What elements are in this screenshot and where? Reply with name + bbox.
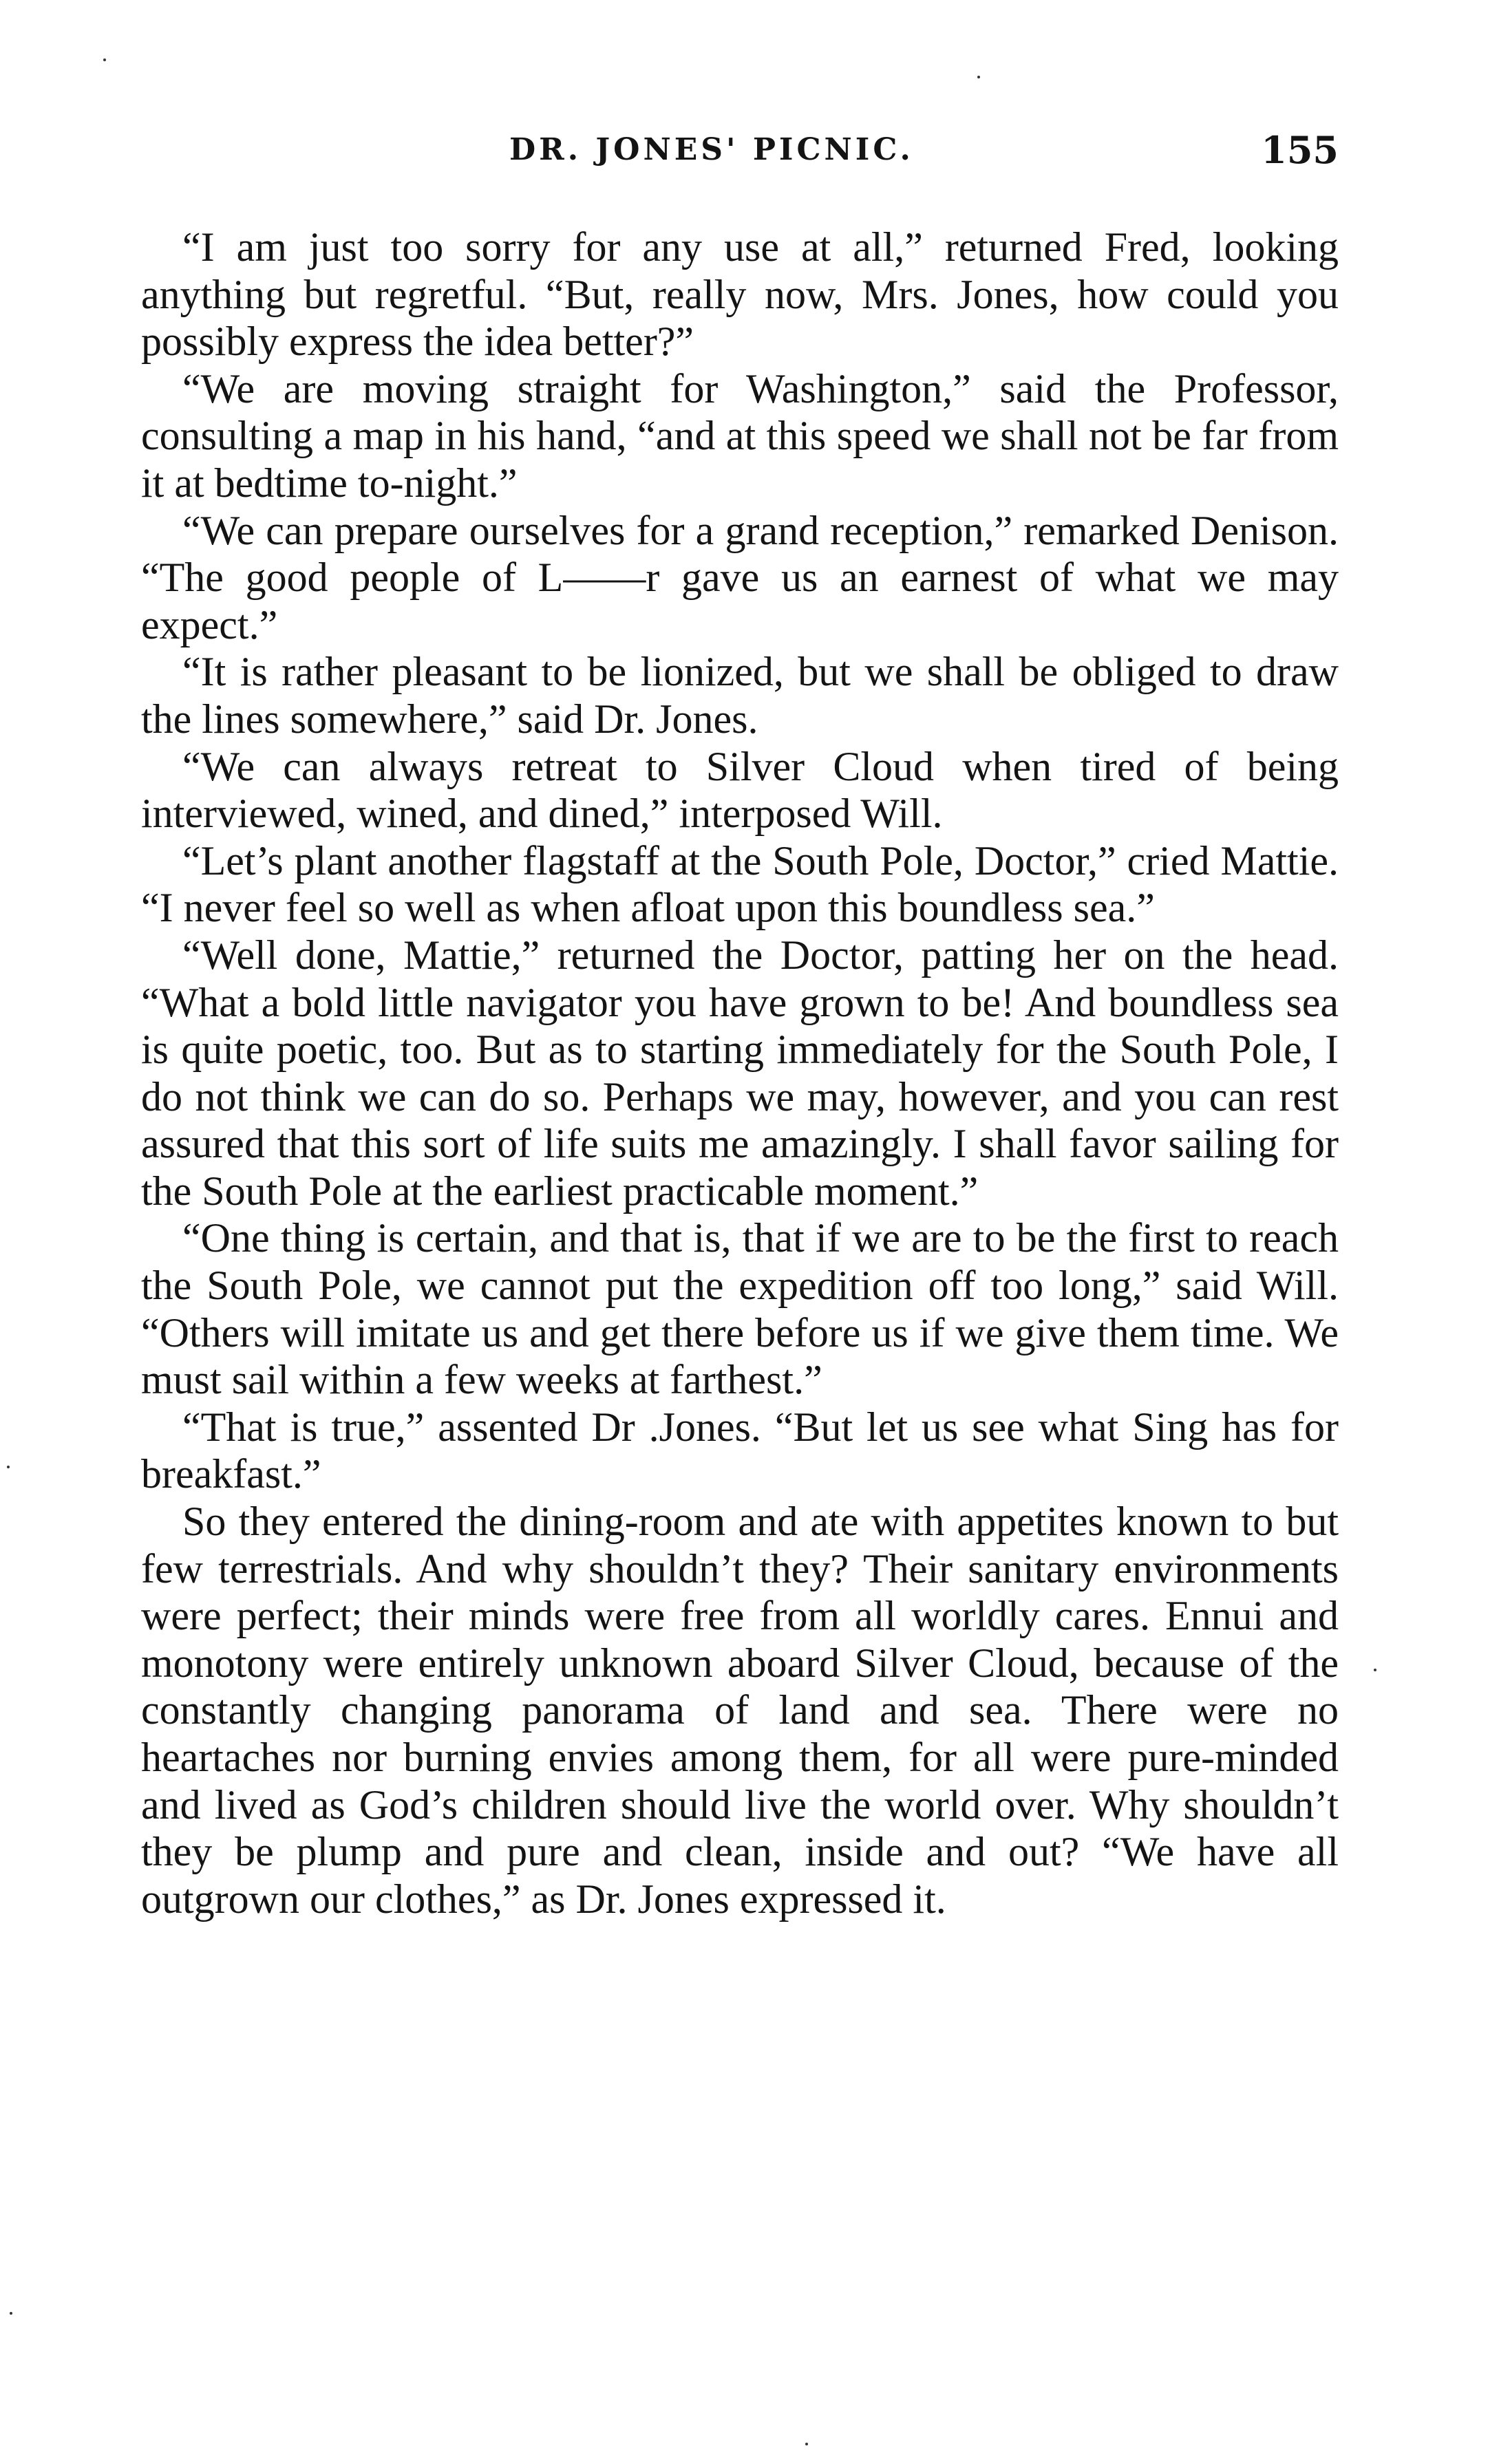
paragraph: “We can always retreat to Silver Cloud when tired of being interviewed, wined, and dined,” interposed Will. (141, 743, 1339, 837)
scan-speck (977, 76, 980, 78)
scan-speck (7, 1466, 10, 1468)
paragraph: “We are moving straight for Washington,” said the Professor, consulting a map in his hand, “and at this speed we shall not be far from it at bedtime to-night.” (141, 365, 1339, 506)
paragraph: “Let’s plant another flagstaff at the South Pole, Doctor,” cried Mattie. “I never feel so well as when afloat upon this boundless sea.” (141, 837, 1339, 931)
paragraph: “One thing is certain, and that is, that if we are to be the first to reach the South Pole, we cannot put the expedition off too long,” said Will. “Others will imitate us and get there before us if we give them time. We must sail within a few weeks at farthest.” (141, 1215, 1339, 1403)
body-text (141, 224, 1339, 2322)
paragraph: So they entered the dining-room and ate with appetites known to but few terrestrials. And why shouldn’t they? Their sanitary environments were perfect; their minds were free from all worldly cares. Ennui and monotony were entirely unknown aboard Silver Cloud, because of the constantly changing panorama of land and sea. There were no heartaches nor burning envies among them, for all were pure-minded and lived as God’s children should live the world over. Why shouldn’t they be plump and pure and clean, inside and out? “We have all outgrown our clothes,” as Dr. Jones expressed it. (141, 1499, 1339, 1922)
running-title: DR. JONES' PICNIC. (509, 132, 914, 167)
scan-speck (10, 2312, 12, 2315)
page-number: 155 (1261, 128, 1339, 172)
paragraph: “It is rather pleasant to be lionized, but we shall be obliged to draw the lines somewhere,” said Dr. Jones. (141, 649, 1339, 742)
running-head (141, 129, 1339, 184)
scan-speck (1374, 1669, 1376, 1671)
paragraph: “Well done, Mattie,” returned the Doctor, patting her on the head. “What a bold little navigator you have grown to be! And boundless sea is quite poetic, too. But as to starting immediately for the South Pole, I do not think we can do so. Perhaps we may, however, and you can rest assured that this sort of life suits me amazingly. I shall favor sailing for the South Pole at the earliest practicable moment.” (141, 932, 1339, 1214)
scan-speck (805, 2443, 808, 2445)
scan-speck (103, 58, 106, 61)
paragraph: “I am just too sorry for any use at all,” returned Fred, looking anything but regretful. “But, really now, Mrs. Jones, how could you possibly express the idea better?” (141, 224, 1339, 365)
paragraph: “That is true,” assented Dr .Jones. “But let us see what Sing has for breakfast.” (141, 1404, 1339, 1497)
paragraph: “We can prepare ourselves for a grand reception,” remarked Denison. “The good people of L——r gave us an earnest of what we may expect.” (141, 507, 1339, 647)
